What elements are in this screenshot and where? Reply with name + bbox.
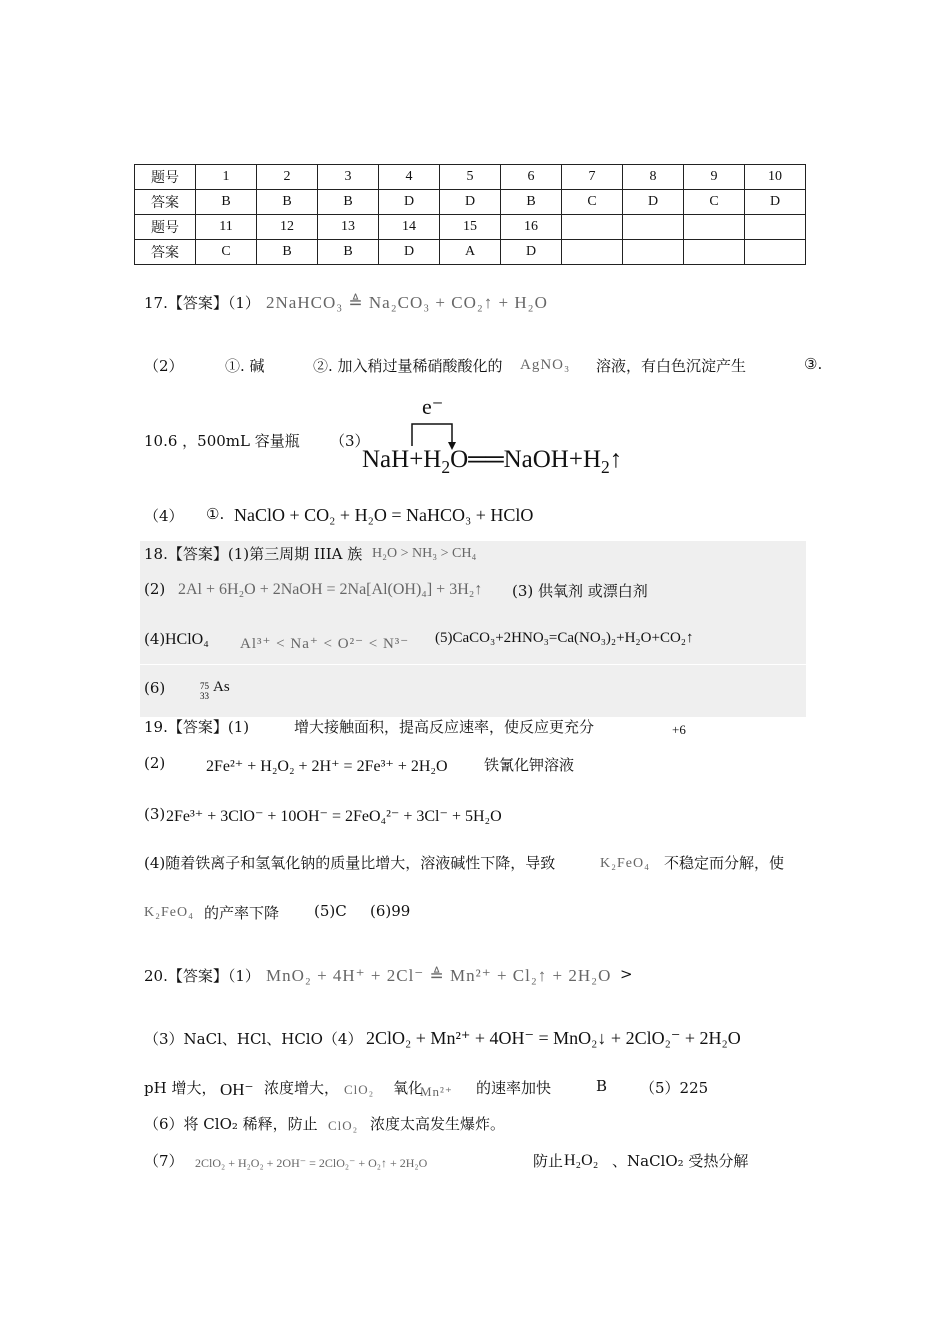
table-cell: 2 [257, 165, 318, 190]
q18-part6-label: (6) [144, 679, 166, 697]
q17-agno3: AgNO₃ [520, 357, 571, 373]
q17-part2-b: ②. 加入稍过量稀硝酸酸化的 [313, 357, 503, 375]
table-cell: 9 [684, 165, 745, 190]
table-cell: 4 [379, 165, 440, 190]
q20-ph-d: 的速率加快 [476, 1079, 552, 1097]
table-cell [684, 240, 745, 265]
table-cell [745, 240, 806, 265]
q20-clo2-2: ClO₂ [328, 1118, 359, 1133]
table-cell: 10 [745, 165, 806, 190]
q17-equation-1: 2NaHCO₃ ≜ Na₂CO₃ + CO₂↑ + H₂O [266, 293, 548, 312]
q20-equation-4: 2ClO₂ + Mn²⁺ + 4OH⁻ = MnO₂↓ + 2ClO₂⁻ + 2H₂O [366, 1028, 741, 1048]
q19-part4-a: (4)随着铁离子和氢氧化钠的质量比增大，溶液碱性下降，导致 [144, 854, 556, 872]
table-cell: D [745, 190, 806, 215]
q17-part4-a: ①. [206, 505, 225, 523]
q17-part4-label: （4） [144, 507, 184, 525]
q18-isotope-numbers: 75 33 [200, 681, 209, 701]
table-cell: 5 [440, 165, 501, 190]
q20-part6-a: （6）将 ClO₂ 稀释，防止 [144, 1115, 318, 1133]
table-cell: 14 [379, 215, 440, 240]
table-cell [562, 215, 623, 240]
table-cell: B [318, 190, 379, 215]
q20-part7-label: （7） [144, 1152, 184, 1170]
table-cell [684, 215, 745, 240]
table-cell: 6 [501, 165, 562, 190]
table-row-header: 题号 [135, 215, 196, 240]
q19-k2feo4-1: K₂FeO₄ [600, 856, 650, 871]
table-cell: D [379, 190, 440, 215]
q17-part2-e: 10.6 ，500mL 容量瓶 [144, 432, 300, 450]
q17-heading: 17.【答案】（1） [144, 294, 260, 312]
q20-ph-a: pH 增大， [144, 1079, 217, 1097]
q20-comparison: > [620, 965, 633, 983]
table-cell: D [501, 240, 562, 265]
q18-heading: 18.【答案】(1)第三周期 IIIA 族 [144, 545, 363, 563]
q20-part5: （5）225 [640, 1079, 709, 1097]
q18-order-1: H₂O > NH₃ > CH₄ [372, 546, 477, 561]
electron-label: e⁻ [422, 394, 444, 419]
q19-part6: (6)99 [370, 902, 411, 920]
q17-part2-a: ①. 碱 [225, 357, 265, 375]
q19-part5: (5)C [314, 902, 347, 920]
table-cell: D [623, 190, 684, 215]
table-row-header: 答案 [135, 240, 196, 265]
q18-ion-order: Al³⁺ < Na⁺ < O²⁻ < N³⁻ [240, 636, 410, 652]
q17-part3-label: （3） [330, 432, 370, 450]
table-cell [745, 215, 806, 240]
q19-heading: 19.【答案】(1) [144, 718, 250, 736]
table-cell: 16 [501, 215, 562, 240]
q20-clo2-1: ClO₂ [344, 1082, 375, 1097]
q20-manganese-ion: Mn²⁺ [420, 1084, 453, 1099]
q20-ph-c: 氧化 [393, 1079, 424, 1097]
table-cell: 15 [440, 215, 501, 240]
q19-part3-label: (3) [144, 805, 166, 823]
table-cell [562, 240, 623, 265]
table-cell: 13 [318, 215, 379, 240]
q19-part1: 增大接触面积，提高反应速率，使反应更充分 [294, 718, 595, 736]
q18-part5: (5)CaCO₃+2HNO₃=Ca(NO₃)₂+H₂O+CO₂↑ [435, 630, 694, 646]
q18-part3: (3) 供氧剂 或漂白剂 [512, 582, 648, 600]
q18-part2-label: (2) [144, 580, 166, 598]
table-row [135, 240, 806, 265]
q20-heading: 20.【答案】（1） [144, 967, 260, 985]
q19-equation-2: 2Fe²⁺ + H₂O₂ + 2H⁺ = 2Fe³⁺ + 2H₂O [206, 758, 448, 775]
table-cell: D [440, 190, 501, 215]
q18-acid: HClO₄ [165, 631, 209, 648]
table-cell: 12 [257, 215, 318, 240]
q19-part4-b: 不稳定而分解，使 [664, 854, 785, 872]
table-cell: 8 [623, 165, 684, 190]
table-cell: B [257, 190, 318, 215]
q17-equation-4: NaClO + CO₂ + H₂O = NaHCO₃ + HClO [234, 505, 534, 525]
table-cell: B [257, 240, 318, 265]
table-cell: C [562, 190, 623, 215]
table-row [135, 215, 806, 240]
q19-part2-label: (2) [144, 754, 166, 772]
table-cell: C [196, 240, 257, 265]
table-cell: D [379, 240, 440, 265]
q17-part2-label: （2） [144, 357, 184, 375]
q20-h2o2: H₂O₂ [564, 1152, 599, 1169]
q20-part6-b: 浓度太高发生爆炸。 [370, 1115, 506, 1133]
answer-table [134, 164, 806, 265]
table-cell: 11 [196, 215, 257, 240]
q17-part2-c: 溶液，有白色沉淀产生 [596, 357, 747, 375]
q18-equation-2: 2Al + 6H₂O + 2NaOH = 2Na[Al(OH)₄] + 3H₂↑ [178, 581, 483, 598]
table-cell: B [196, 190, 257, 215]
q20-hydroxide: OH⁻ [220, 1080, 254, 1099]
q17-equation-3: $NaH+H_2O══NaOH+H_2↑$ [362, 446, 623, 477]
table-cell: 7 [562, 165, 623, 190]
table-cell [623, 215, 684, 240]
q17-part2-d: ③. [804, 355, 823, 373]
table-row [135, 190, 806, 215]
table-cell: A [440, 240, 501, 265]
table-cell: 3 [318, 165, 379, 190]
q18-shade-divider [140, 664, 806, 665]
q20-part7-a: 防止 [533, 1152, 564, 1170]
q18-isotope-symbol: As [213, 679, 230, 695]
q19-reagent: 铁氰化钾溶液 [484, 756, 575, 774]
q20-ph-b: 浓度增大， [264, 1079, 340, 1097]
table-cell: 1 [196, 165, 257, 190]
table-cell: B [318, 240, 379, 265]
q20-equation-7: 2ClO₂ + H₂O₂ + 2OH⁻ = 2ClO₂⁻ + O₂↑ + 2H₂O [195, 1156, 428, 1170]
table-cell: B [501, 190, 562, 215]
table-row [135, 165, 806, 190]
q20-part3: （3）NaCl、HCl、HClO（4） [144, 1030, 363, 1048]
q19-k2feo4-2: K₂FeO₄ [144, 905, 194, 920]
table-row-header: 题号 [135, 165, 196, 190]
q19-equation-3: 2Fe³⁺ + 3ClO⁻ + 10OH⁻ = 2FeO₄²⁻ + 3Cl⁻ + 5H₂O [166, 808, 502, 825]
table-cell [623, 240, 684, 265]
q19-oxidation-state: +6 [672, 722, 686, 737]
table-cell: C [684, 190, 745, 215]
q20-ph-e: B [596, 1077, 608, 1095]
q18-shaded-block [140, 541, 806, 717]
q19-part4-c: 的产率下降 [204, 904, 280, 922]
q20-equation-1: MnO₂ + 4H⁺ + 2Cl⁻ ≜ Mn²⁺ + Cl₂↑ + 2H₂O [266, 966, 612, 985]
q20-part7-b: 、NaClO₂ 受热分解 [612, 1152, 749, 1170]
q18-part4-label: (4) [144, 630, 166, 648]
table-row-header: 答案 [135, 190, 196, 215]
